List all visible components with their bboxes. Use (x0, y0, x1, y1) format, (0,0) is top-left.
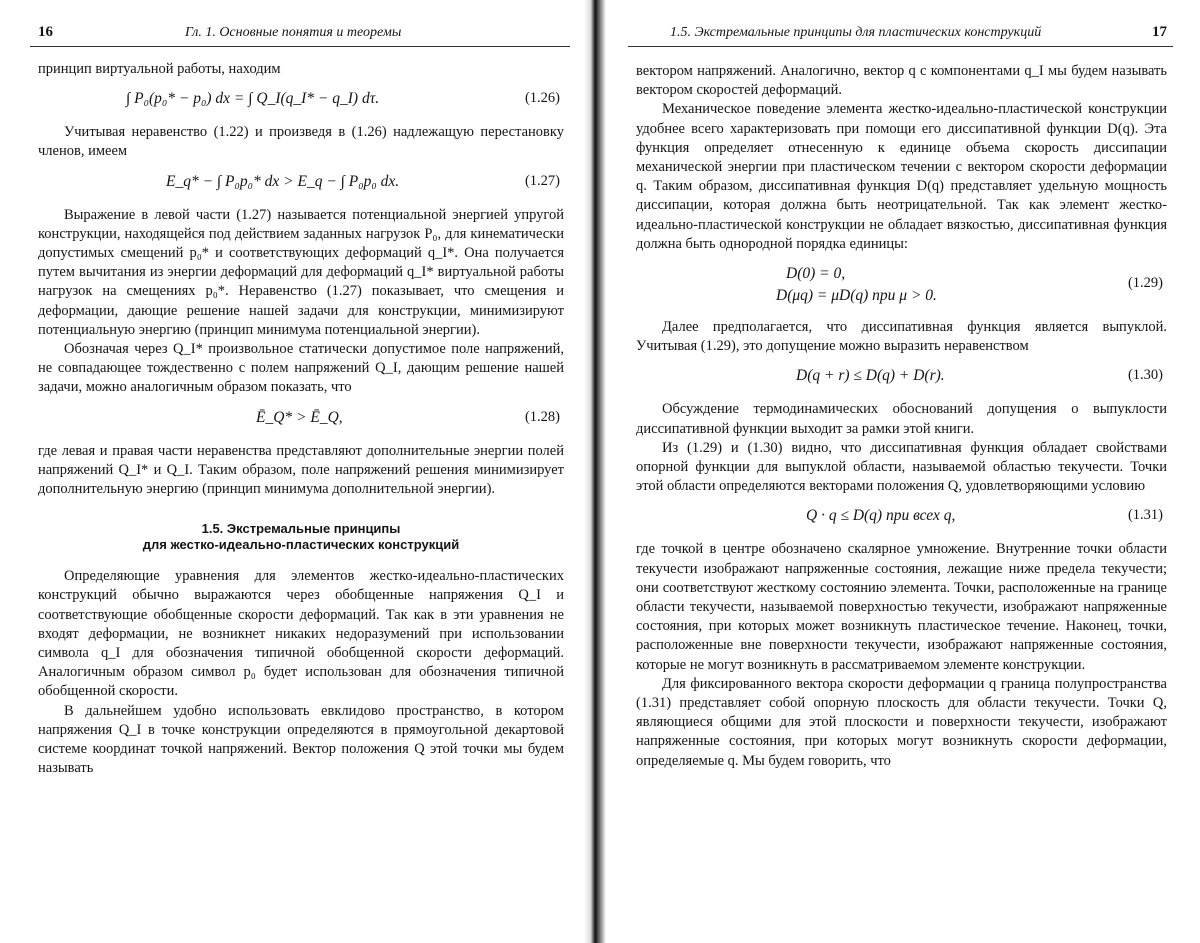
paragraph: Далее предполагается, что диссипативная функция является выпуклой. Учитывая (1.29), это допущение можно выразить неравенством (636, 319, 1167, 355)
book-spine (584, 0, 606, 943)
paragraph: В дальнейшем удобно использовать евклидово пространство, в котором напряжения Q_I в точке конструкции определяются в прямоугольной декартовой системе координат точкой напряжений. Вектор положения Q этой точки мы будем называть (38, 702, 564, 777)
equation-formula: Q · q ≤ D(q) при всех q, (806, 507, 956, 525)
left-page-body (38, 60, 564, 778)
left-page-number: 16 (38, 24, 53, 40)
equation-number: (1.26) (524, 90, 560, 107)
paragraph: Для фиксированного вектора скорости деформации q граница полупространства (1.31) представляет собой опорную плоскость для области текучести. Точки Q, являющиеся общими для этой плоскости и поверхности текучести, изображают напряженные состояния, при которых могут возникнуть скорости деформации, определяемые q. Мы будем говорить, что (636, 675, 1167, 769)
paragraph: вектором напряжений. Аналогично, вектор q с компонентами q_I мы будем называть вектором скоростей деформаций. (636, 63, 1167, 99)
section-heading-line-1: 1.5. Экстремальные принципы (201, 521, 401, 537)
left-page (30, 0, 570, 943)
paragraph: Определяющие уравнения для элементов жестко-идеально-пластических конструкций обычно выражаются через обобщенные напряжения Q_I и соответствующие обобщенные скорости деформаций. Так как в эти уравнения не входят деформации, не возникнет никаких недоразумений при использовании символа q_I для обозначения типичной обобщенной скорости деформаций. Аналогичным образом символ p₀ будет использован для обозначения типичной обобщенной скорости. (38, 568, 564, 700)
equation-1-31 (636, 502, 1167, 534)
equation-formula: D(q + r) ≤ D(q) + D(r). (796, 367, 945, 385)
paragraph: где точкой в центре обозначено скалярное умножение. Внутренние точки области текучести изображают напряженные состояния, лежащие ниже предела текучести; они соответствуют жесткому состоянию элемента. Точки, расположенные на границе области текучести, называемой поверхностью текучести, изображают напряженные состояния, при которых может возникнуть пластическое течение. Наконец, точки, расположенные вне поверхности текучести, изображают напряженные состояния, которые не могут возникнуть в рассматриваемом элементе конструкции. (636, 541, 1167, 673)
equation-line-1: D(0) = 0, (786, 265, 846, 283)
paragraph: Из (1.29) и (1.30) видно, что диссипативная функция обладает свойствами опорной функции для выпуклой области, называемой областью текучести. Точки этой области определяются векторами положения Q, удовлетворяющими условию (636, 439, 1167, 495)
equation-line-2: D(μq) = μD(q) при μ > 0. (776, 287, 937, 305)
paragraph: Механическое поведение элемента жестко-идеально-пластической конструкции удобнее всего характеризовать при помощи его диссипативной функции D(q). Эта функция определяет отнесенную к единице объема скорость диссипации механической энергии при пластическом течении с вектором скорости деформации q. Таким образом, диссипативная функция D(q) представляет удельную мощность диссипации, которая должна быть неотрицательной. Так как элемент жестко-идеально-пластической конструкции не обладает вязкостью, диссипативная функция должна быть однородной порядка единицы: (636, 101, 1167, 252)
paragraph: Учитывая неравенство (1.22) и произведя в (1.26) надлежащую перестановку членов, имеем (38, 124, 564, 160)
right-running-head (628, 24, 1173, 47)
paragraph: Обозначая через Q_I* произвольное статически допустимое поле напряжений, не совпадающее тождественно с полем напряжений Q_I, дающим решение нашей задачи, можно аналогичным образом показать, что (38, 341, 564, 396)
right-page-body (636, 62, 1167, 771)
equation-formula: ∫ P₀(p₀* − p₀) dx = ∫ Q_I(q_I* − q_I) dτ. (126, 90, 380, 108)
equation-number: (1.31) (1127, 507, 1163, 524)
section-heading-line-2: для жестко-идеально-пластических конструкций (142, 537, 460, 553)
left-running-head (30, 24, 570, 47)
equation-number: (1.30) (1127, 367, 1163, 384)
equation-number: (1.28) (524, 408, 560, 425)
paragraph: где левая и правая части неравенства представляют дополнительные энергии полей напряжений Q_I* и Q_I. Таким образом, поле напряжений решения минимизирует дополнительную энергию (принцип минимума дополнительной энергии). (38, 442, 564, 498)
equation-1-29 (636, 260, 1167, 312)
equation-1-30 (636, 362, 1167, 394)
equation-formula: E_q* − ∫ P₀p₀* dx > E_q − ∫ P₀p₀ dx. (166, 172, 400, 190)
left-running-title: Гл. 1. Основные понятия и теоремы (185, 25, 402, 40)
equation-1-26 (38, 85, 564, 117)
paragraph: Обсуждение термодинамических обоснований допущения о выпуклости диссипативной функции выходит за рамки этой книги. (636, 401, 1167, 437)
equation-formula: Ē_Q* > Ē_Q, (256, 408, 343, 426)
section-heading (38, 521, 564, 553)
equation-1-28 (38, 404, 564, 436)
equation-1-27 (38, 168, 564, 200)
right-page (628, 0, 1173, 943)
right-running-title: 1.5. Экстремальные принципы для пластических конструкций (670, 25, 1042, 40)
equation-number: (1.29) (1127, 275, 1163, 292)
paragraph: принцип виртуальной работы, находим (38, 61, 281, 77)
equation-number: (1.27) (524, 172, 560, 189)
right-page-number: 17 (1152, 24, 1167, 40)
paragraph: Выражение в левой части (1.27) называется потенциальной энергией упругой конструкции, находящейся под действием заданных нагрузок P₀, для кинематически допустимых смещений p₀* и соответствующих деформаций q_I*. Она получается путем вычитания из энергии деформаций для деформаций q_I* виртуальной работы нагрузок на смещениях p₀*. Неравенство (1.27) показывает, что смещения и деформации, дающие решение нашей задачи для конструкции, минимизируют потенциальную энергию (принцип минимума потенциальной энергии). (38, 206, 564, 338)
